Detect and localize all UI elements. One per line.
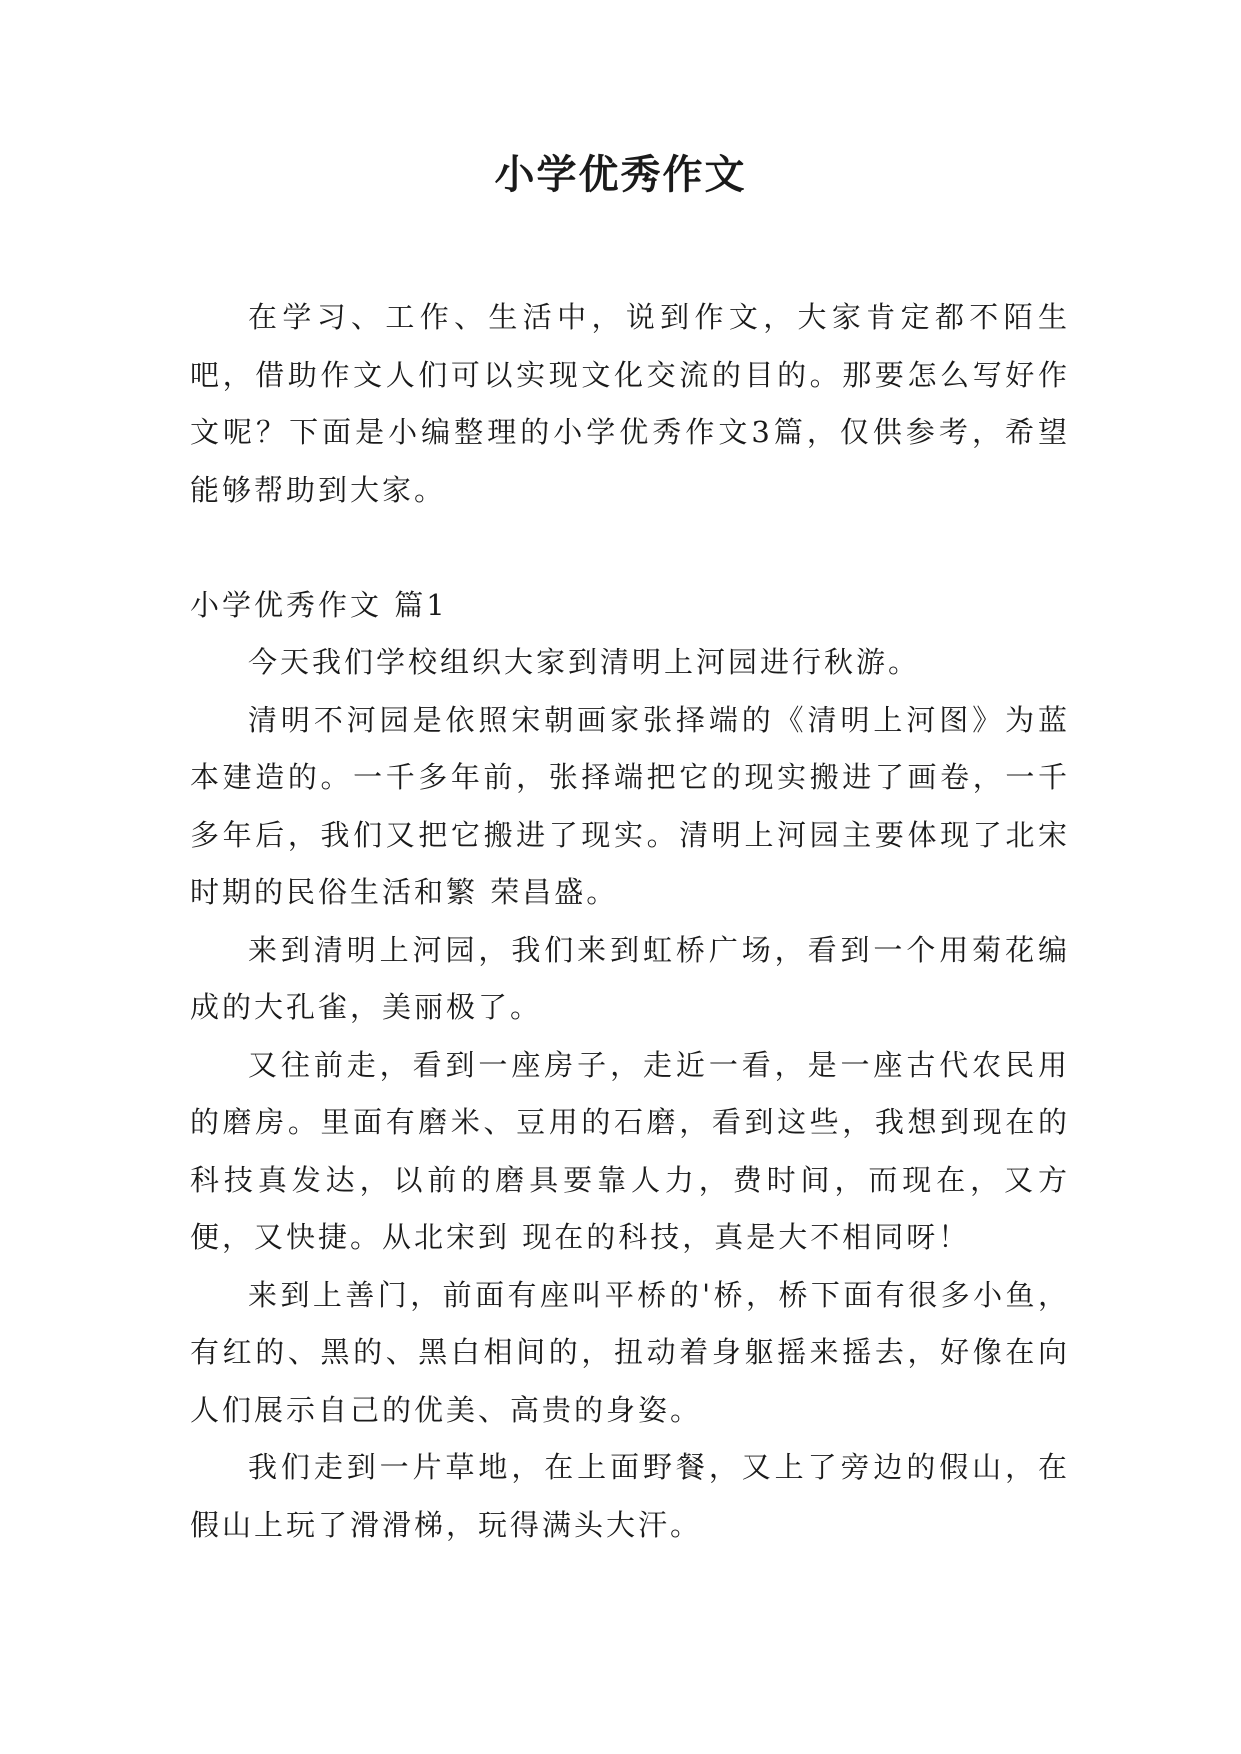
body-paragraph-4: 又往前走，看到一座房子，走近一看，是一座古代农民用的磨房。里面有磨米、豆用的石磨，看到这些，我想到现在的科技真发达，以前的磨具要靠人力，费时间，而现在，又方便，又快捷。从北宋到 现在的科技，真是大不相同呀！: [190, 1047, 1070, 1254]
body-paragraph-6: 我们走到一片草地，在上面野餐，又上了旁边的假山，在假山上玩了滑滑梯，玩得满头大汗。: [190, 1450, 1070, 1542]
intro-paragraph: 在学习、工作、生活中，说到作文，大家肯定都不陌生吧，借助作文人们可以实现文化交流的目的。那要怎么写好作文呢？下面是小编整理的小学优秀作文3篇，仅供参考，希望能够帮助到大家。: [190, 300, 1070, 507]
body-paragraph-1: 今天我们学校组织大家到清明上河园进行秋游。: [248, 645, 921, 679]
document-body: [190, 289, 1070, 1554]
body-paragraph-3: 来到清明上河园，我们来到虹桥广场，看到一个用菊花编成的大孔雀，美丽极了。: [190, 932, 1070, 1024]
section-heading: 小学优秀作文 篇1: [190, 587, 448, 622]
body-paragraph-2: 清明不河园是依照宋朝画家张择端的《清明上河图》为蓝本建造的。一千多年前，张择端把它的现实搬进了画卷，一千多年后，我们又把它搬进了现实。清明上河园主要体现了北宋时期的民俗生活和繁 荣昌盛。: [190, 702, 1070, 909]
body-paragraph-5: 来到上善门，前面有座叫平桥的'桥，桥下面有很多小鱼，有红的、黑的、黑白相间的，扭动着身躯摇来摇去，好像在向人们展示自己的优美、高贵的身姿。: [190, 1277, 1070, 1427]
document-title: 小学优秀作文: [494, 151, 747, 198]
